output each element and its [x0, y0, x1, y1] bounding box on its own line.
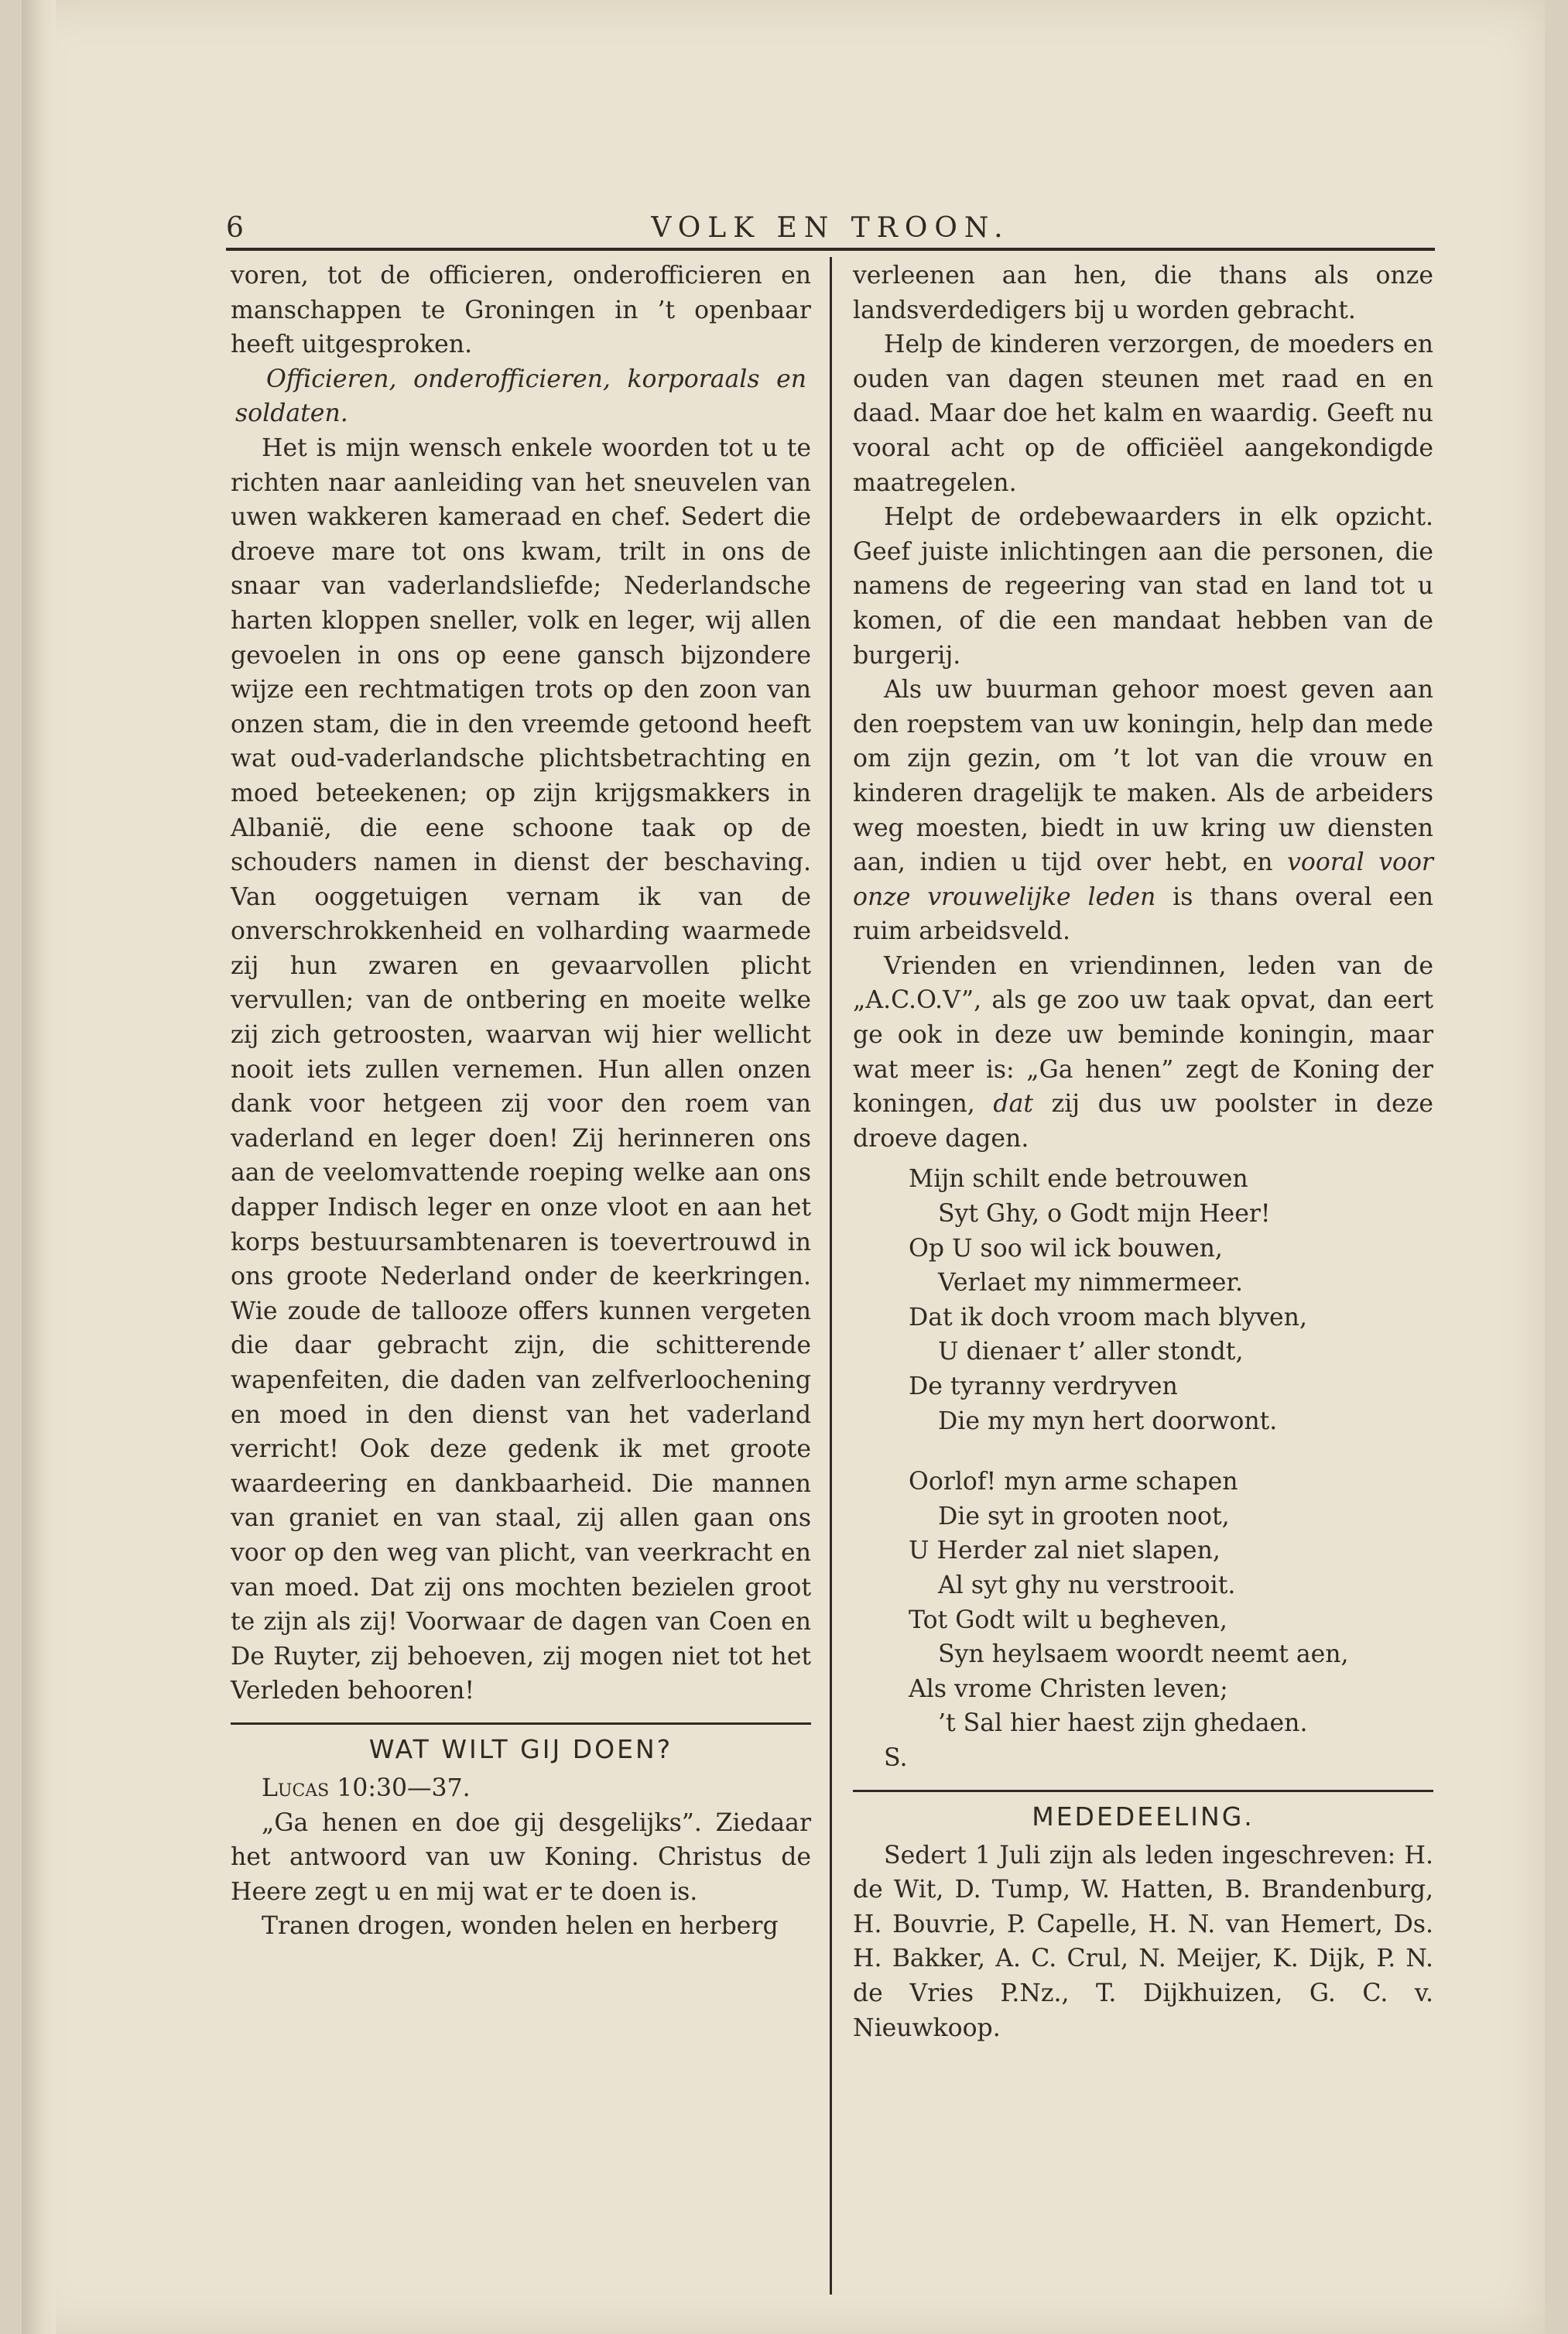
paragraph: Het is mijn wensch enkele woorden tot u te richten naar aanleiding van het sneuvelen van uwen wakkeren kameraad en chef. Sedert die droeve mare tot ons kwam, trilt in ons de snaar van vaderlandsliefde; Nederlandsche harten kloppen sneller, volk en leger, wij allen gevoelen in ons op eene gansch bijzondere wijze een rechtmatigen trots op den zoon van onzen stam, die in den vreemde getoond heeft wat oud-vaderlandsche plichtsbetrachting en moed beteekenen; op zijn krijgsmakkers in Albanië, die eene schoone taak op de schouders namen in dienst der beschaving. Van ooggetuigen vernam ik van de onverschrokkenheid en volharding waarmede zij hun zwaren en gevaarvollen plicht vervullen; van de ontbering en moeite welke zij zich getroosten, waarvan wij hier wellicht nooit iets zullen vernemen. Hun allen onzen dank voor hetgeen zij voor den roem van vaderland en leger doen! Zij herinneren ons aan de veelomvattende roeping welke aan ons dapper Indisch leger en onze vloot en aan het korps bestuursambtenaren is toevertrouwd in ons groote Nederland onder de keerkringen. Wie zoude de tallooze offers kunnen vergeten die daar gebracht zijn, die schitterende wapenfeiten, die daden van zelfverloochening en moed in den dienst van het vaderland verricht! Ook deze gedenk ik met groote waardeering en dankbaarheid. Die mannen van graniet en van staal, zij allen gaan ons voor op den weg van plicht, van veerkracht en van moed. Dat zij ons mochten bezielen groot te zijn als zij! Voorwaar de dagen van Coen en De Ruyter, zij behoeven, zij mogen niet tot het Verleden behooren! [231, 434, 811, 1705]
paragraph: Tranen drogen, wonden helen en herberg [262, 1912, 779, 1941]
notice-paragraph: Sedert 1 Juli zijn als leden ingeschreven: H. de Wit, D. Tump, W. Hatten, B. Brandenburg, H. Bouvrie, P. Capelle, H. N. van Hemert, Ds. H. Bakker, A. C. Crul, N. Meijer, K. Dijk, P. N. de Vries P.Nz., T. Dijkhuizen, G. C. v. Nieuwkoop. [853, 1841, 1433, 2042]
poem-stanza [853, 1465, 1433, 1741]
running-title: VOLK EN TROON. [651, 212, 1010, 244]
poem [853, 1162, 1433, 1741]
address-heading: Officieren, onderofficieren, korporaals en soldaten. [235, 365, 806, 428]
poem-line: Die my myn hert doorwont. [938, 1407, 1278, 1435]
text-run: is thans overal een ruim arbeidsveld. [853, 883, 1434, 946]
binding-edge [22, 0, 56, 2334]
text-run: Als uw buurman gehoor moest geven aan den roepstem van uw koningin, help dan mede om zijn gezin, om ’t lot van die vrouw en kinderen dragelijk te maken. Als de arbeiders weg moesten, biedt in uw kring uw diensten aan, indien u tijd over hebt, en [853, 676, 1433, 877]
poem-line: Dat ik doch vroom mach blyven, [909, 1303, 1307, 1332]
poem-line: Mijn schilt ende betrouwen [909, 1165, 1248, 1194]
paragraph: Help de kinderen verzorgen, de moeders en ouden van dagen steunen met raad en en daad. Maar doe het kalm en waardig. Geeft nu vooral acht op de officiëel aangekondigde maatregelen. [853, 331, 1433, 497]
poem-stanza [853, 1162, 1433, 1438]
paragraph: verleenen aan hen, die thans als onze landsverdedigers bij u worden gebracht. [853, 262, 1433, 324]
poem-line: Tot Godt wilt u begheven, [909, 1606, 1227, 1634]
paragraph: voren, tot de officieren, onderofficieren en manschappen te Groningen in ’t openbaar heeft uitgesproken. [231, 262, 811, 359]
section-title: MEDEDEELING. [1032, 1801, 1255, 1832]
right-column [853, 259, 1433, 2045]
running-header [226, 209, 1435, 248]
poem-line: Syn heylsaem woordt neemt aen, [938, 1640, 1349, 1669]
text-run: zij dus uw poolster in deze droeve dagen. [853, 1090, 1433, 1153]
page-number: 6 [226, 212, 244, 244]
paragraph: „Ga henen en doe gij desgelijks”. Ziedaar het antwoord van uw Koning. Christus de Heere zegt u en mij wat er te doen is. [231, 1808, 811, 1906]
poem-line: De tyranny verdryven [909, 1373, 1178, 1400]
paragraph: Helpt de ordebewaarders in elk opzicht. Geef juiste inlichtingen aan die personen, die namens de regeering van stad en land tot u komen, of die een mandaat hebben van de burgerij. [853, 503, 1433, 670]
poem-line: ’t Sal hier haest zijn ghedaen. [938, 1709, 1308, 1738]
section-title: WAT WILT GIJ DOEN? [368, 1733, 673, 1764]
scripture-reference: Lucas 10:30—37. [262, 1774, 471, 1802]
magazine-page [226, 209, 1435, 2098]
poem-line: Op U soo wil ick bouwen, [909, 1234, 1223, 1263]
poem-line: Syt Ghy, o Godt mijn Heer! [938, 1200, 1271, 1229]
header-rule [226, 248, 1435, 251]
poem-line: Als vrome Christen leven; [909, 1674, 1228, 1703]
paragraph [853, 673, 1433, 949]
column-divider [830, 257, 832, 2295]
poem-line: U dienaer t’ aller stondt, [938, 1338, 1244, 1366]
signature: S. [884, 1743, 908, 1772]
poem-line: Die syt in grooten noot, [938, 1502, 1230, 1530]
text-run: Vrienden en vriendinnen, leden van de „A.C.O.V”, als ge zoo uw taak opvat, dan eert ge ook in deze uw beminde koningin, maar wat meer is: „Ga henen” zegt de Koning der koningen, [853, 951, 1433, 1119]
paragraph [853, 949, 1433, 1157]
section-rule [853, 1790, 1433, 1792]
poem-line: Verlaet my nimmermeer. [938, 1269, 1243, 1297]
emphasis: dat [993, 1090, 1034, 1119]
left-column [231, 259, 811, 1944]
poem-line: Oorlof! myn arme schapen [909, 1468, 1238, 1496]
poem-line: U Herder zal niet slapen, [909, 1537, 1221, 1565]
emphasis: vooral voor onze vrouwelijke leden [853, 848, 1433, 911]
section-rule [231, 1722, 811, 1725]
poem-line: Al syt ghy nu verstrooit. [938, 1571, 1236, 1599]
